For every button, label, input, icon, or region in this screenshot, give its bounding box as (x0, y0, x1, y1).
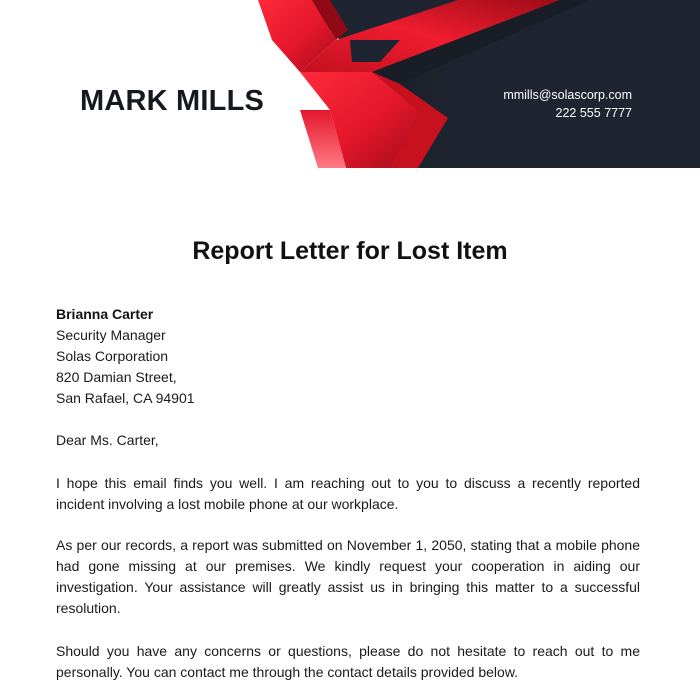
recipient-city: San Rafael, CA 94901 (56, 390, 195, 406)
letter-greeting: Dear Ms. Carter, (56, 432, 159, 448)
recipient-company: Solas Corporation (56, 348, 169, 364)
body-paragraph: As per our records, a report was submitted on November 1, 2050, stating that a mobile phone had gone missing at our premises. We kindly request your cooperation in aiding our investigation. Your assistance will greatly assist us in bringing this matter to a successful resolution. (56, 537, 640, 616)
recipient-block (56, 304, 195, 409)
sender-contact (503, 86, 632, 122)
body-paragraph: I hope this email finds you well. I am reaching out to you to discuss a recently reported incident involving a lost mobile phone at our workplace. (56, 475, 640, 512)
sender-phone: 222 555 7777 (555, 106, 632, 120)
sender-email-link[interactable]: mmills@solascorp.com (503, 88, 632, 102)
body-paragraph: Should you have any concerns or questions, please do not hesitate to reach out to me personally. You can contact me through the contact details provided below. (56, 643, 640, 680)
recipient-position: Security Manager (56, 327, 166, 343)
recipient-name: Brianna Carter (56, 306, 154, 322)
sender-name: MARK MILLS (80, 85, 265, 117)
letter-title: Report Letter for Lost Item (192, 237, 508, 265)
recipient-street: 820 Damian Street, (56, 369, 177, 385)
